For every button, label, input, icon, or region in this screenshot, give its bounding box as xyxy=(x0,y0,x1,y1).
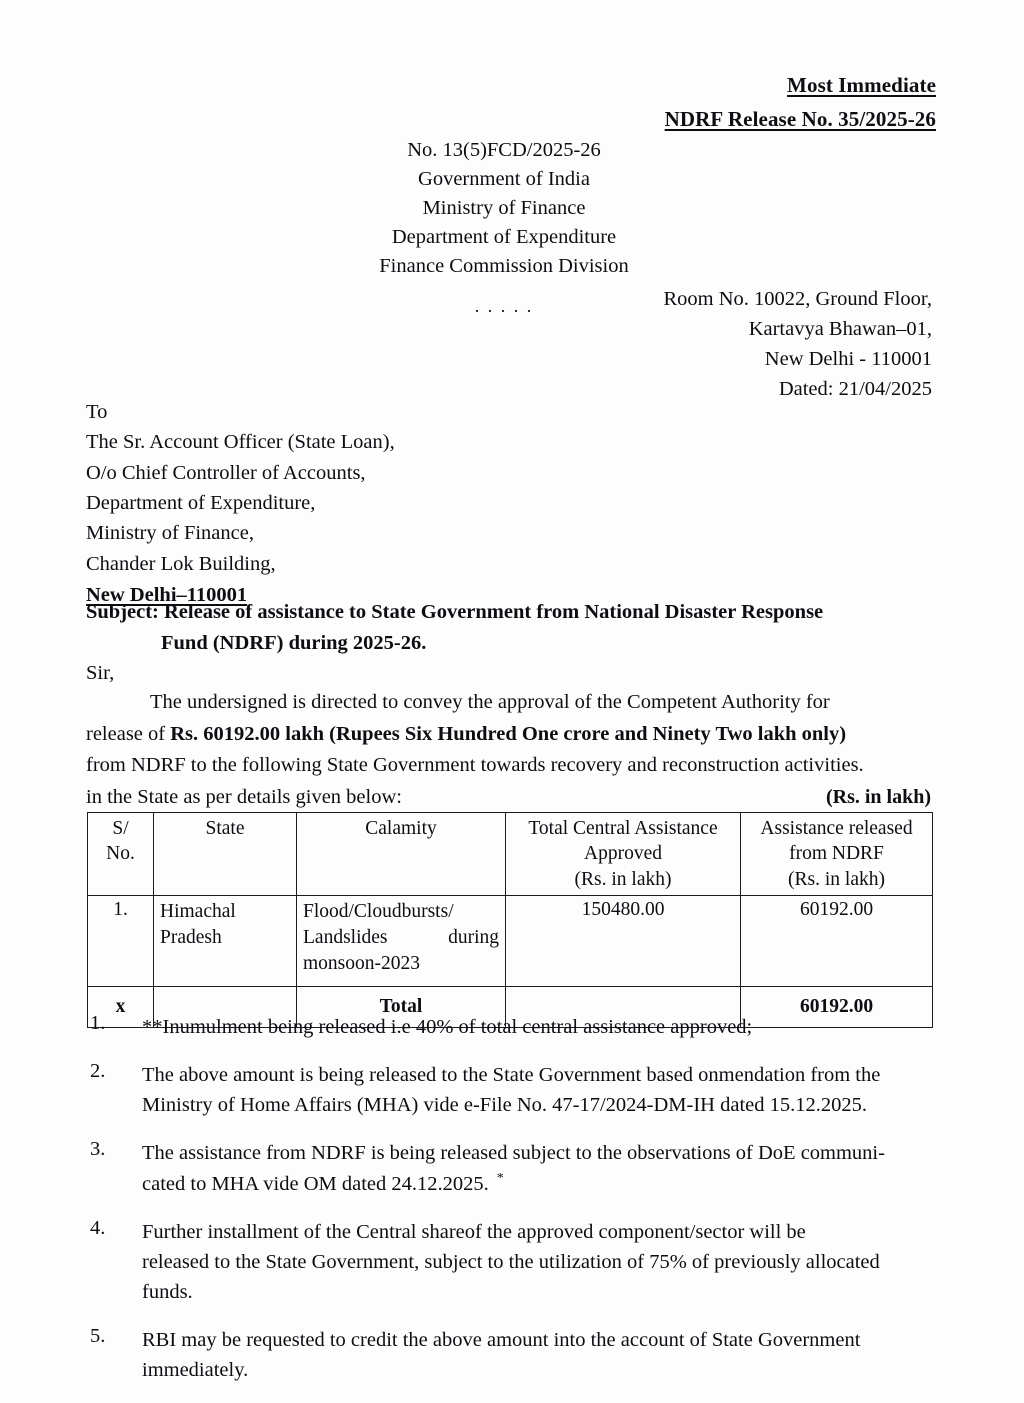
cell-calamity-line3: monsoon-2023 xyxy=(303,953,420,975)
header-sno-line2: No. xyxy=(106,843,135,865)
note-number-1: 1. xyxy=(90,1012,106,1034)
subject-line xyxy=(86,597,931,659)
recipient-line-2: O/o Chief Controller of Accounts, xyxy=(86,461,366,484)
dot-separator: . . . . . xyxy=(474,295,534,316)
cell-released: 60192.00 xyxy=(741,896,933,987)
to-label: To xyxy=(86,401,108,423)
cell-calamity-line2a: Landslides xyxy=(303,927,388,949)
body-paragraph xyxy=(86,687,931,813)
header-total-approved-line2: Approved xyxy=(584,843,662,865)
release-amount-bold: Rs. 60192.00 lakh (Rupees Six Hundred One crore and Ninety Two lakh only) xyxy=(170,722,847,745)
note-number-2: 2. xyxy=(90,1060,106,1083)
note-number-5: 5. xyxy=(90,1325,106,1347)
list-item xyxy=(86,1217,934,1307)
notes-list xyxy=(86,1012,934,1403)
note-text-5 xyxy=(142,1325,934,1385)
cell-calamity-line1: Flood/Cloudbursts/ xyxy=(303,901,454,923)
header-sno-line1: S/ xyxy=(112,818,129,839)
header-released-line1: Assistance released xyxy=(760,818,913,839)
document-date: Dated: 21/04/2025 xyxy=(778,378,932,401)
note-text-3 xyxy=(142,1138,934,1198)
list-item xyxy=(86,1138,934,1198)
note-text-4 xyxy=(142,1217,934,1307)
header-sno xyxy=(88,813,154,896)
subject-line-1: Subject: Release of assistance to State Government from National Disaster Response xyxy=(86,601,824,623)
total-label: Total xyxy=(297,987,506,1028)
note-text-2 xyxy=(142,1060,934,1120)
header-calamity xyxy=(297,813,506,896)
government-name: Government of India xyxy=(418,168,590,191)
table-units-caption: (Rs. in lakh) xyxy=(825,786,931,808)
body-line-2 xyxy=(86,719,931,751)
recipient-line-3: Department of Expenditure, xyxy=(86,491,316,514)
note-text-1 xyxy=(142,1012,934,1042)
most-immediate-label: Most Immediate xyxy=(787,73,936,97)
note-4-line-1: Further installment of the Central shareof the approved component/sector will be xyxy=(142,1220,806,1243)
salutation: Sir, xyxy=(86,662,115,684)
header-state-label: State xyxy=(205,818,245,839)
note-number-4: 4. xyxy=(90,1216,106,1239)
cell-state-line2: Pradesh xyxy=(160,927,222,949)
cell-calamity xyxy=(297,896,506,987)
total-released: 60192.00 xyxy=(741,987,933,1028)
header-calamity-label: Calamity xyxy=(365,818,437,839)
cell-state-line1: Himachal xyxy=(160,901,236,923)
note-3-line-2-text: cated to MHA vide OM dated 24.12.2025. xyxy=(142,1172,489,1195)
ndrf-release-number: NDRF Release No. 35/2025-26 xyxy=(664,107,936,132)
file-number: No. 13(5)FCD/2025-26 xyxy=(407,139,601,161)
body-line-4: in the State as per details given below: xyxy=(86,785,402,808)
sender-address-line-3: New Delhi - 110001 xyxy=(764,348,932,371)
note-5-line-1: RBI may be requested to credit the above amount into the account of State Government xyxy=(142,1329,861,1351)
cell-calamity-line2b: during xyxy=(448,927,499,949)
header-state xyxy=(154,813,297,896)
asterisk-mark-icon: * xyxy=(496,1170,504,1186)
ministry-name: Ministry of Finance xyxy=(422,197,586,220)
note-3-line-1: The assistance from NDRF is being released subject to the observations of DoE communi- xyxy=(142,1142,885,1165)
cell-sno: 1. xyxy=(88,896,154,987)
header-total-approved-line3: (Rs. in lakh) xyxy=(574,868,672,890)
recipient-city-pin: New Delhi–110001 xyxy=(86,583,248,606)
note-2-line-2: Ministry of Home Affairs (MHA) vide e-File No. 47-17/2024-DM-IH dated 15.12.2025. xyxy=(142,1094,867,1117)
list-item xyxy=(86,1012,934,1042)
note-4-line-3: funds. xyxy=(142,1280,193,1303)
recipient-block xyxy=(86,397,395,610)
header-released-line3: (Rs. in lakh) xyxy=(788,868,885,890)
note-1-line-1: **Inumulment being released i.e 40% of total central assistance approved; xyxy=(142,1016,753,1038)
assistance-table-wrapper xyxy=(87,812,932,1028)
table-header-row xyxy=(88,813,933,896)
recipient-line-5: Chander Lok Building, xyxy=(86,552,276,575)
header-released xyxy=(741,813,933,896)
body-line-2-prefix: release of xyxy=(86,722,171,745)
recipient-line-4: Ministry of Finance, xyxy=(86,522,254,545)
note-5-line-2: immediately. xyxy=(142,1359,249,1382)
header-total-approved xyxy=(506,813,741,896)
sender-address-line-1: Room No. 10022, Ground Floor, xyxy=(663,288,932,310)
sender-address-line-2: Kartavya Bhawan–01, xyxy=(748,318,932,341)
list-item xyxy=(86,1060,934,1120)
total-sno: x xyxy=(88,987,154,1028)
cell-state xyxy=(154,896,297,987)
header-total-approved-line1: Total Central Assistance xyxy=(528,818,718,839)
department-name: Department of Expenditure xyxy=(391,226,617,249)
body-line-3: from NDRF to the following State Government towards recovery and reconstruction activities. xyxy=(86,754,864,777)
assistance-table xyxy=(87,812,933,1028)
cell-calamity-line2 xyxy=(303,925,499,951)
division-name: Finance Commission Division xyxy=(379,255,629,278)
body-line-1 xyxy=(86,687,931,719)
note-2-line-1: The above amount is being released to the State Government based onmendation from the xyxy=(142,1064,881,1087)
recipient-line-1: The Sr. Account Officer (State Loan), xyxy=(86,431,395,454)
list-item xyxy=(86,1325,934,1385)
note-number-3: 3. xyxy=(90,1138,106,1161)
body-line-1-text: The undersigned is directed to convey the approval of the Competent Authority for xyxy=(150,691,830,713)
table-row xyxy=(88,896,933,987)
subject-line-2: Fund (NDRF) during 2025-26. xyxy=(161,631,427,654)
note-3-line-2 xyxy=(142,1169,934,1199)
note-4-line-2: released to the State Government, subject to the utilization of 75% of previously allocated xyxy=(142,1250,880,1273)
header-released-line2: from NDRF xyxy=(789,843,884,865)
sender-address-block xyxy=(663,284,932,405)
priority-header xyxy=(665,70,936,135)
cell-total-approved: 150480.00 xyxy=(506,896,741,987)
